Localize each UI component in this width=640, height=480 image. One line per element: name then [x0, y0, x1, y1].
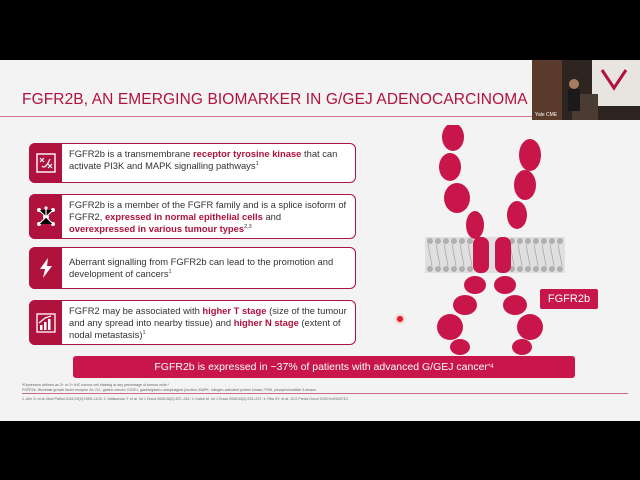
speaker-video-frame: [532, 60, 640, 120]
banner-text: FGFR2b is expressed in ~37% of patients with advanced G/GEJ cancer: [154, 361, 488, 373]
info-card-aberrant-signalling: [29, 247, 356, 289]
card-body-text: FGFR2b is a transmembrane: [69, 148, 193, 159]
slide-title: FGFR2B, AN EMERGING BIOMARKER IN G/GEJ ADENOCARCINOMA: [22, 91, 528, 108]
footnote-divider: [22, 393, 628, 394]
card-highlight-text: expressed in normal epithelial cells: [104, 211, 263, 222]
footnote-abbreviations: FGFR2b, fibroblast growth factor receptor 2b; GC, gastric cancer; G/GEJ, gastric/gastro-oesophageal junction; MAPK, mitogen-activated protein kinase; PI3K, phosphoinositide 3-kinase.: [22, 388, 317, 392]
card-reference-marker: 1: [255, 160, 259, 167]
card-text-splice-isoform: [69, 199, 349, 235]
footnote-expression: *Expression defined as 2+ or 3+ IHC tumour cell staining at any percentage of tumour cells.⁴: [22, 383, 169, 387]
card-highlight-text: overexpressed in various tumour types: [69, 223, 245, 234]
card-body-text: (extent of nodal metastasis): [69, 317, 341, 340]
references: 1. Ahn S, et al. Mod Pathol 2016;29(9):1095–1103; 2. Matsumoto T, et al. Int J Oncol 2006;28(2):307–314; 3. Katoh M. Int J Oncol 2008;33(2):233–237; 4. Rha SY, et al. JCO Precis Oncol 2025;9:e2400710.: [22, 397, 349, 401]
molecule-diagram-icon: [29, 143, 62, 183]
fgfr2b-label: FGFR2b: [540, 289, 598, 309]
info-card-rtk: [29, 143, 356, 183]
card-text-aberrant-signalling: [69, 256, 349, 280]
card-text-rtk: [69, 148, 349, 172]
network-nodes-icon: [29, 194, 62, 239]
card-body-text: Aberrant signalling from FGFR2b can lead to the promotion and development of cancers: [69, 256, 334, 279]
bar-chart-growth-icon: [29, 300, 62, 345]
card-text-t-n-stage: [69, 305, 349, 341]
card-reference-marker: 1: [168, 268, 172, 275]
lightning-bolt-icon: [29, 247, 62, 289]
card-body-text: FGFR2 may be associated with: [69, 305, 203, 316]
card-highlight-text: higher N stage: [233, 317, 299, 328]
speaker-webcam: [532, 60, 640, 120]
card-highlight-text: receptor tyrosine kinase: [193, 148, 302, 159]
card-reference-marker: 2,3: [244, 223, 252, 230]
fgfr2b-receptor-illustration: [420, 125, 570, 355]
info-card-splice-isoform: [29, 194, 356, 239]
info-card-t-n-stage: [29, 300, 356, 345]
card-body-text: (size of the tumour and any spread into nearby tissue) and: [69, 305, 347, 328]
card-body-text: FGFR2b is a member of the FGFR family and is a splice isoform of FGFR2,: [69, 199, 347, 222]
card-body-text: and: [262, 211, 282, 222]
key-finding-banner: FGFR2b is expressed in ~37% of patients with advanced G/GEJ cancer *4: [73, 356, 575, 378]
card-highlight-text: higher T stage: [202, 305, 267, 316]
laser-pointer: [397, 316, 403, 322]
webcam-label: Yale CME: [535, 112, 558, 118]
card-reference-marker: 1: [142, 329, 146, 336]
card-body-text: that can activate PI3K and MAPK signalling pathways: [69, 148, 338, 171]
